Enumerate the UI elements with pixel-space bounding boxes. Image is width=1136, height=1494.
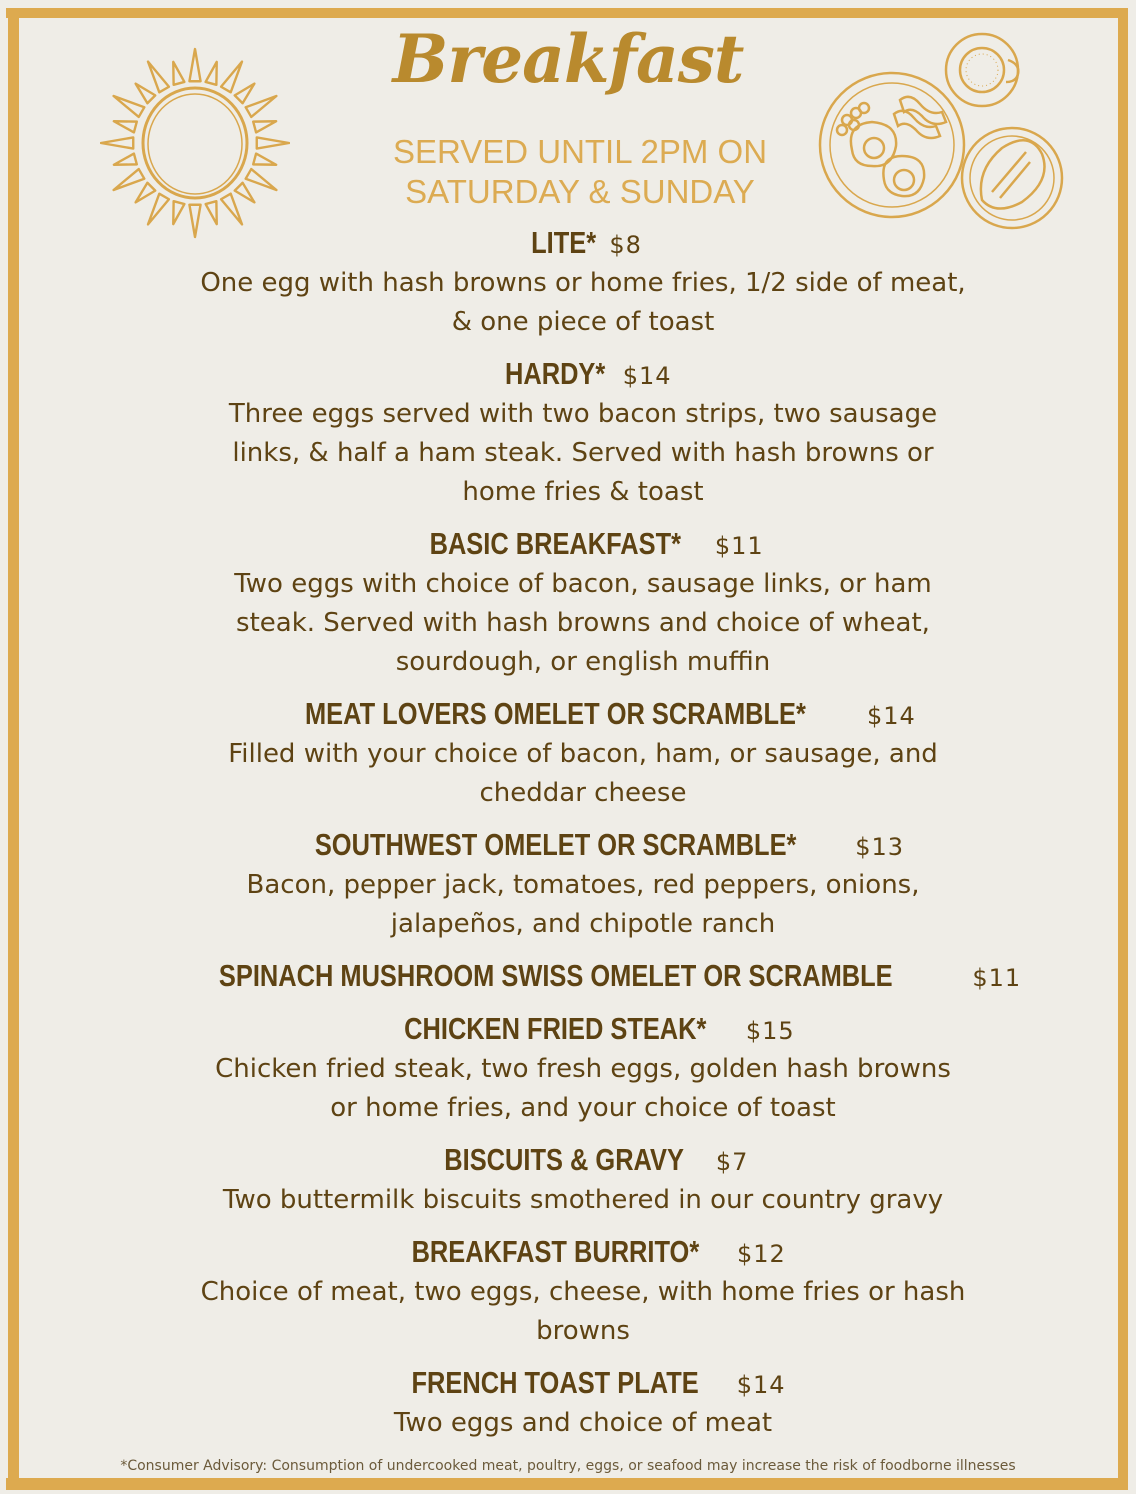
page-title: Breakfast	[392, 20, 744, 98]
menu-item-price: $7	[715, 1148, 749, 1176]
menu-item	[120, 353, 1046, 523]
menu-item-description: cheddar cheese	[479, 778, 687, 808]
menu-item-header	[120, 222, 1046, 264]
sun-ray	[148, 194, 169, 225]
sun-ray	[235, 84, 255, 104]
menu-item-price: $14	[622, 362, 672, 390]
menu-item-description: Two buttermilk biscuits smothered in our country gravy	[222, 1185, 944, 1215]
menu-item-name: SOUTHWEST OMELET OR SCRAMBLE*	[314, 827, 797, 862]
menu-item-price: $11	[972, 964, 1022, 992]
menu-item-name: MEAT LOVERS OMELET OR SCRAMBLE*	[305, 696, 807, 731]
border-top	[6, 8, 1128, 18]
menu-item-name: BREAKFAST BURRITO*	[411, 1234, 700, 1269]
border-bottom	[6, 1478, 1128, 1490]
sun-ray	[206, 201, 217, 224]
menu-item	[120, 693, 1046, 824]
border-left	[8, 8, 19, 1490]
menu-item	[120, 955, 1046, 1008]
sun-ray	[206, 62, 217, 85]
menu-item	[120, 523, 1046, 693]
menu-item-description: jalapeños, and chipotle ranch	[390, 909, 776, 939]
menu-item	[120, 1139, 1046, 1231]
menu-item-header	[120, 523, 1046, 565]
menu-item-price: $14	[867, 702, 916, 730]
menu-item-name: BISCUITS & GRAVY	[443, 1142, 684, 1177]
menu-item-description: or home fries, and your choice of toast	[330, 1093, 836, 1123]
breakfast-plate-icon	[812, 30, 1072, 230]
sun-ray	[136, 84, 156, 104]
border-right	[1118, 8, 1128, 1490]
menu-item-header	[120, 1231, 1046, 1273]
sun-ray	[173, 62, 184, 85]
menu-item	[120, 1231, 1046, 1362]
sun-ray	[246, 169, 277, 190]
sun-ray	[221, 194, 242, 225]
menu-item-description: sourdough, or english muffin	[395, 647, 771, 677]
sun-ray	[257, 137, 289, 148]
menu-item-description: Two eggs and choice of meat	[393, 1408, 773, 1438]
sun-ray	[189, 49, 200, 81]
menu-item-price: $12	[736, 1240, 786, 1268]
menu-item-description: links, & half a ham steak. Served with hash browns or	[232, 438, 934, 468]
sun-ray	[246, 96, 277, 117]
menu-item-header	[120, 693, 1046, 735]
menu-item-price: $13	[855, 833, 905, 861]
menu-item	[120, 824, 1046, 955]
menu-item-header	[120, 824, 1046, 866]
menu-item-header	[120, 353, 1046, 395]
menu-item-description: Two eggs with choice of bacon, sausage links, or ham	[234, 569, 932, 599]
menu-item-description: Chicken fried steak, two fresh eggs, golden hash browns	[215, 1054, 951, 1084]
menu-item-header	[120, 1362, 1046, 1404]
sun-ray	[221, 62, 242, 93]
menu-item-name: SPINACH MUSHROOM SWISS OMELET OR SCRAMBLE	[218, 958, 893, 993]
menu-item-name: HARDY*	[505, 356, 606, 391]
sun-ray	[148, 62, 169, 93]
menu-item-description: Three eggs served with two bacon strips, two sausage	[228, 399, 938, 429]
sun-ray	[253, 154, 276, 165]
menu-item-description: Choice of meat, two eggs, cheese, with home fries or hash	[200, 1277, 966, 1307]
sun-ray	[136, 183, 156, 203]
menu-item-header	[120, 1008, 1046, 1050]
subtitle	[330, 132, 830, 212]
menu-item-description: Filled with your choice of bacon, ham, or sausage, and	[228, 739, 938, 769]
menu-item-price: $15	[745, 1017, 795, 1045]
menu-item-name: CHICKEN FRIED STEAK*	[404, 1011, 707, 1046]
menu-item-header	[120, 955, 1046, 997]
sun-icon	[100, 38, 290, 248]
sun-ray	[114, 154, 137, 165]
menu-item-price: $14	[736, 1371, 786, 1399]
menu-item-description: steak. Served with hash browns and choice of wheat,	[236, 608, 930, 638]
sun-ray	[253, 121, 276, 132]
menu-item-name: LITE*	[531, 225, 597, 260]
subtitle-line-1: SERVED UNTIL 2PM ON	[392, 133, 768, 170]
menu-item-description: home fries & toast	[462, 477, 704, 507]
sun-ray	[114, 169, 145, 190]
menu-item-description: browns	[536, 1316, 630, 1346]
subtitle-line-2: SATURDAY & SUNDAY	[405, 173, 755, 210]
menu-item-name: BASIC BREAKFAST*	[429, 526, 682, 561]
menu-item-description: & one piece of toast	[451, 307, 715, 337]
sun-ray	[114, 96, 145, 117]
menu-item	[120, 222, 1046, 353]
menu-item	[120, 1362, 1046, 1454]
menu-item-description: Bacon, pepper jack, tomatoes, red peppers, onions,	[246, 870, 920, 900]
consumer-advisory-footnote: *Consumer Advisory: Consumption of undercooked meat, poultry, eggs, or seafood may increase the risk of foodborne illnesses	[120, 1458, 1016, 1474]
menu-item-price: $11	[714, 532, 764, 560]
sun-ray	[101, 137, 133, 148]
sun-ray	[114, 121, 137, 132]
menu-item-price: $8	[609, 231, 642, 259]
menu-list	[120, 222, 1046, 1454]
menu-item-header	[120, 1139, 1046, 1181]
menu-item	[120, 1008, 1046, 1139]
menu-item-description: One egg with hash browns or home fries, 1/2 side of meat,	[200, 268, 966, 298]
sun-ray	[173, 201, 184, 224]
menu-item-name: FRENCH TOAST PLATE	[412, 1365, 700, 1400]
sun-ray	[235, 183, 255, 203]
